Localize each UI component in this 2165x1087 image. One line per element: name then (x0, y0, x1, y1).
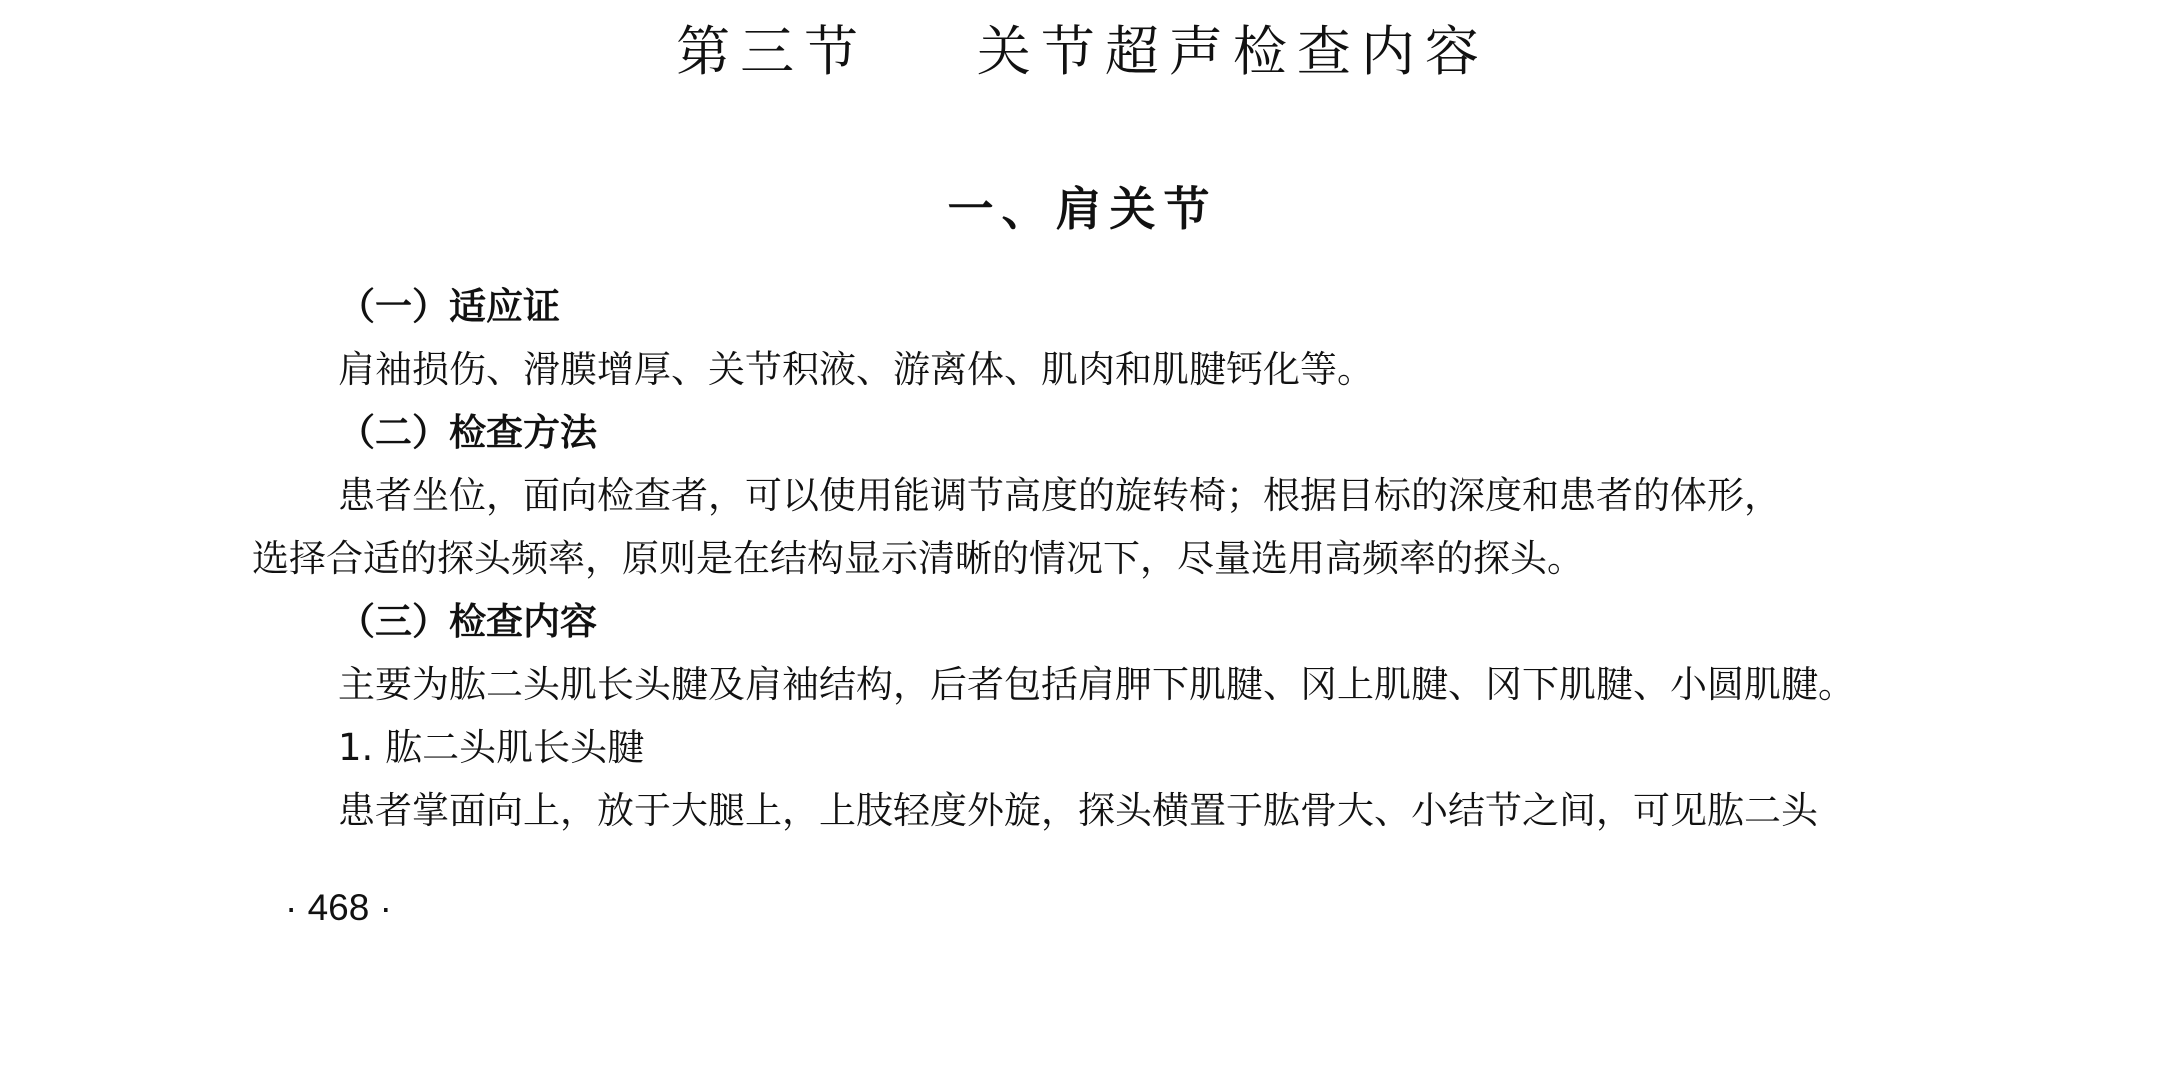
subsection-title: 一、肩关节 (947, 182, 1218, 236)
method-paragraph-line-2: 选择合适的探头频率，原则是在结构显示清晰的情况下，尽量选用高频率的探头。 (252, 537, 1584, 580)
method-heading: （二）检查方法 (338, 411, 597, 454)
indications-text: 肩袖损伤、滑膜增厚、关节积液、游离体、肌肉和肌腱钙化等。 (338, 348, 1374, 391)
item-1-text: 患者掌面向上，放于大腿上，上肢轻度外旋，探头横置于肱骨大、小结节之间，可见肱二头 (338, 789, 1818, 832)
content-heading: （三）检查内容 (338, 600, 597, 643)
section-title: 第三节 关节超声检查内容 (676, 20, 1489, 83)
page-number: · 468 · (285, 887, 392, 928)
method-paragraph-line-1: 患者坐位，面向检查者，可以使用能调节高度的旋转椅；根据目标的深度和患者的体形， (338, 474, 1781, 517)
item-1-title: 1. 肱二头肌长头腱 (338, 726, 645, 769)
indications-heading: （一）适应证 (338, 285, 560, 328)
content-text: 主要为肱二头肌长头腱及肩袖结构，后者包括肩胛下肌腱、冈上肌腱、冈下肌腱、小圆肌腱。 (338, 663, 1855, 706)
